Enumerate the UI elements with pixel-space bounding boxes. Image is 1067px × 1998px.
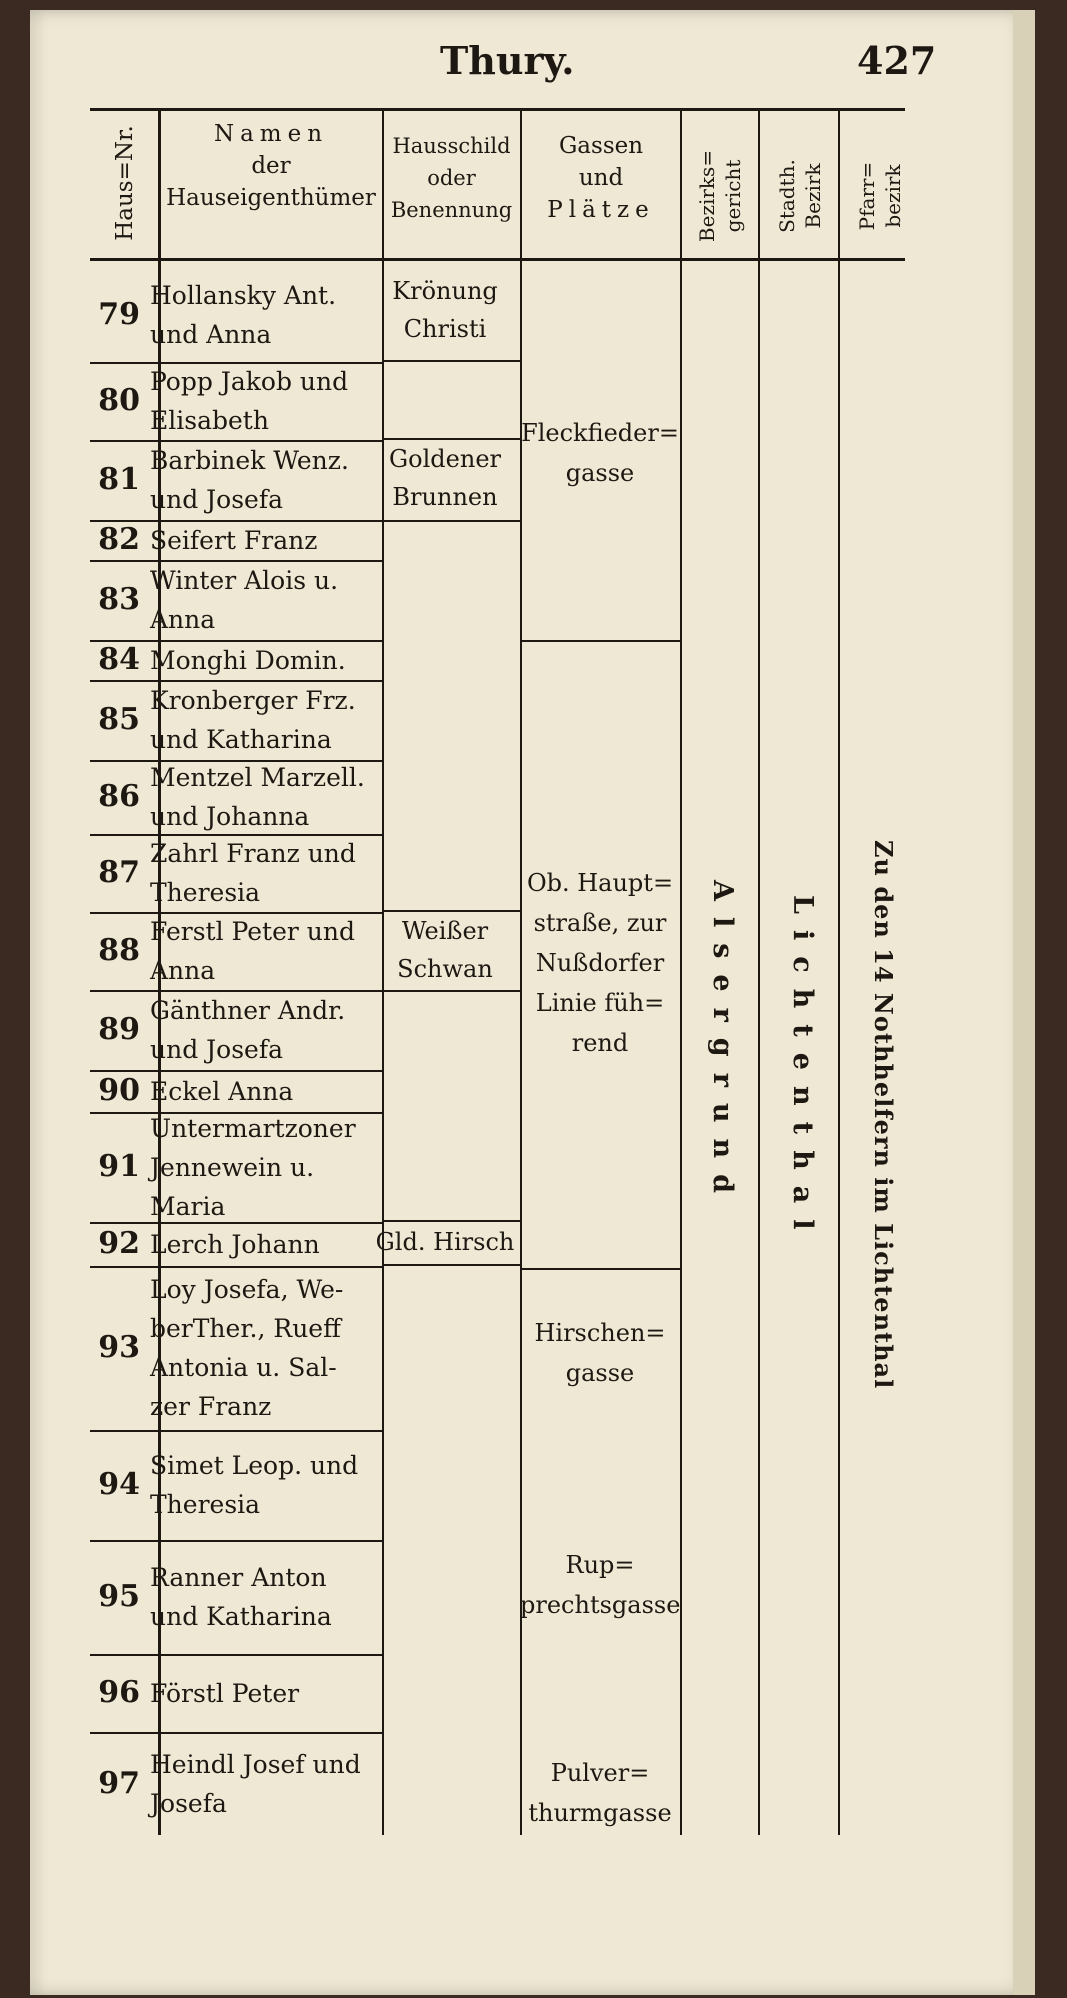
owner-name-line: Gänthner Andr.: [150, 996, 346, 1025]
column-rule: [838, 110, 840, 1835]
sign-line: Schwan: [397, 955, 493, 983]
owner-name-line: Lerch Johann: [150, 1229, 320, 1259]
owner-name: [150, 561, 380, 639]
house-number: 80: [98, 383, 140, 418]
house-number: 95: [98, 1579, 140, 1614]
owner-name-line: Popp Jakob und: [150, 367, 349, 396]
row-rule: [90, 1654, 382, 1656]
owner-name: [150, 834, 380, 912]
street-line: Rup=: [565, 1551, 635, 1579]
row-rule: [90, 362, 382, 364]
street-line: Nußdorfer: [535, 949, 665, 977]
header-namen-line: Namen: [213, 121, 329, 147]
row-rule: [90, 680, 382, 682]
header-hausschild-line: oder: [427, 166, 476, 190]
header-top-rule: [90, 108, 905, 111]
header-stadth-line: Bezirk: [801, 163, 825, 229]
sign-rule: [384, 360, 520, 362]
owner-name: [150, 1674, 380, 1713]
row-rule: [90, 1732, 382, 1734]
house-number: 91: [98, 1149, 140, 1184]
street-line: Ob. Haupt=: [526, 869, 674, 897]
page-title: Thury.: [440, 38, 575, 83]
owner-name-line: berTher., Rueff: [150, 1314, 341, 1343]
header-bezirks-line: gericht: [721, 159, 745, 233]
stadth-bezirk-value: Lichtenthal: [787, 895, 818, 1246]
sign-rule: [384, 1220, 520, 1222]
house-number: 81: [98, 462, 140, 497]
owner-name-line: Seifert Franz: [150, 525, 318, 555]
street-line: straße, zur: [533, 909, 667, 937]
owner-name-line: Elisabeth: [150, 406, 269, 435]
page-number: 427: [857, 38, 937, 83]
owner-name: [150, 1109, 380, 1226]
street-rule: [522, 640, 680, 642]
street-line: rend: [571, 1029, 629, 1057]
house-number: 97: [98, 1765, 140, 1801]
street-fleckfieder: [520, 413, 680, 493]
header-gassen-line: Plätze: [547, 197, 655, 223]
owner-name-line: Loy Josefa, We-: [150, 1275, 344, 1304]
house-number: 85: [98, 702, 140, 737]
house-sign-hirsch: [370, 1223, 520, 1261]
street-haupt: [520, 863, 680, 1063]
house-sign-brunnen: [370, 440, 520, 516]
row-rule: [90, 440, 382, 442]
sign-rule: [384, 910, 520, 912]
house-number: 87: [98, 855, 140, 890]
owner-name: [150, 1745, 380, 1823]
house-number: 90: [98, 1073, 140, 1108]
house-number: 94: [98, 1467, 140, 1502]
owner-name-line: Anna: [150, 956, 216, 985]
header-gassen-line: und: [578, 165, 624, 191]
street-rupprecht: [520, 1545, 680, 1625]
owner-name-line: Simet Leop. und: [150, 1451, 359, 1480]
owner-name-line: Hollansky Ant.: [150, 281, 337, 310]
owner-name: [150, 1270, 380, 1426]
owner-name-line: Antonia u. Sal-: [150, 1353, 337, 1382]
row-rule: [90, 834, 382, 836]
street-line: thurmgasse: [528, 1799, 672, 1827]
street-line: Fleckfieder=: [521, 419, 679, 447]
house-number: 92: [98, 1226, 140, 1261]
owner-name-line: Kronberger Frz.: [150, 686, 356, 715]
house-number: 93: [98, 1330, 140, 1365]
sign-rule: [384, 1264, 520, 1266]
owner-name-line: und Katharina: [150, 1602, 332, 1631]
header-haus-nr: Haus=Nr.: [112, 125, 138, 241]
street-line: Pulver=: [550, 1759, 650, 1787]
row-rule: [90, 1430, 382, 1432]
house-number: 79: [98, 297, 140, 332]
owner-name: [150, 1072, 380, 1111]
row-rule: [90, 1540, 382, 1542]
row-rule: [90, 520, 382, 522]
owner-name-line: Maria: [150, 1191, 226, 1221]
owner-name-line: und Josefa: [150, 1035, 284, 1064]
owner-name: [150, 1225, 380, 1264]
owner-name: [150, 1558, 380, 1636]
header-gassen-line: Gassen: [558, 133, 644, 159]
header-namen-line: Hauseigenthümer: [166, 185, 376, 211]
owner-name: [150, 521, 380, 560]
header-pfarr-line: bezirk: [881, 164, 905, 228]
owner-name: [150, 681, 380, 759]
street-line: Hirschen=: [534, 1319, 666, 1347]
owner-name: [150, 276, 380, 354]
header-namen-line: der: [251, 153, 291, 179]
header-pfarr-line: Pfarr=: [855, 161, 879, 231]
owner-name-line: Winter Alois u.: [150, 566, 339, 595]
page-edge: [1013, 10, 1035, 1995]
house-number: 88: [98, 933, 140, 968]
owner-name: [150, 991, 380, 1069]
owner-name-line: Jennewein u.: [150, 1152, 315, 1182]
pfarrbezirk-value: Zu den 14 Nothhelfern im Lichtenthal: [869, 840, 898, 1390]
owner-name-line: und Anna: [150, 320, 272, 349]
owner-name-line: Eckel Anna: [150, 1076, 294, 1106]
header-hausschild-line: Benennung: [390, 198, 513, 222]
house-number: 84: [98, 642, 140, 677]
header-bezirks-line: Bezirks=: [695, 149, 719, 243]
house-number: 83: [98, 582, 140, 617]
street-line: gasse: [565, 459, 635, 487]
owner-name: [150, 1446, 380, 1524]
owner-name-line: Heindl Josef und: [150, 1749, 361, 1779]
owner-name: [150, 758, 380, 836]
sign-line: Gld. Hirsch: [375, 1228, 515, 1256]
header-bezirksgericht: [694, 126, 746, 266]
street-line: prechtsgasse: [520, 1591, 681, 1619]
owner-name-line: und Josefa: [150, 485, 284, 514]
row-rule: [90, 990, 382, 992]
street-pulver: [520, 1753, 680, 1833]
row-rule: [90, 760, 382, 762]
column-rule: [758, 110, 760, 1835]
row-rule: [90, 640, 382, 642]
row-rule: [90, 1266, 382, 1268]
header-hausschild: [383, 130, 520, 226]
street-rule: [522, 1268, 680, 1270]
owner-name-line: Ferstl Peter und: [150, 917, 355, 946]
house-sign-schwan: [370, 912, 520, 988]
owner-name-line: Untermartzoner: [150, 1113, 356, 1143]
house-number: 96: [98, 1675, 140, 1710]
house-number: 89: [98, 1012, 140, 1047]
owner-name: [150, 641, 380, 680]
owner-name-line: und Johanna: [150, 802, 310, 831]
owner-name-line: zer Franz: [150, 1392, 272, 1421]
row-rule: [90, 912, 382, 914]
house-sign-kroenung: [370, 272, 520, 348]
owner-name: [150, 441, 380, 519]
owner-name-line: Josefa: [150, 1788, 227, 1818]
header-namen: [160, 118, 382, 214]
header-stadth-bezirk: [774, 126, 826, 266]
street-line: Linie füh=: [535, 989, 665, 1017]
owner-name-line: Theresia: [150, 1490, 261, 1519]
house-number: 82: [98, 522, 140, 557]
row-rule: [90, 1112, 382, 1114]
owner-name-line: Mentzel Marzell.: [150, 763, 365, 792]
header-gassen: [522, 130, 680, 226]
header-stadth-line: Stadth.: [775, 159, 799, 233]
sign-line: Weißer: [401, 917, 489, 945]
sign-rule: [384, 520, 520, 522]
bezirksgericht-value: Alsergrund: [707, 880, 738, 1210]
owner-name-line: Förstl Peter: [150, 1678, 300, 1708]
street-line: gasse: [565, 1359, 635, 1387]
sign-rule: [384, 438, 520, 440]
owner-name-line: Barbinek Wenz.: [150, 446, 349, 475]
owner-name-line: Theresia: [150, 878, 261, 907]
row-rule: [90, 1222, 382, 1224]
owner-name-line: und Katharina: [150, 725, 332, 754]
sign-line: Christi: [403, 315, 487, 343]
column-rule: [680, 110, 682, 1835]
owner-name: [150, 912, 380, 990]
header-pfarrbezirk: [854, 126, 906, 266]
owner-name-line: Monghi Domin.: [150, 645, 346, 675]
owner-name-line: Zahrl Franz und: [150, 839, 356, 868]
owner-name-line: Ranner Anton: [150, 1563, 327, 1592]
owner-name: [150, 362, 380, 440]
street-hirschen: [520, 1313, 680, 1393]
sign-rule: [384, 990, 520, 992]
row-rule: [90, 1070, 382, 1072]
sign-line: Goldener: [389, 445, 501, 473]
owner-name-line: Anna: [150, 605, 216, 634]
sign-line: Brunnen: [392, 483, 498, 511]
house-number: 86: [98, 779, 140, 814]
row-rule: [90, 560, 382, 562]
header-hausschild-line: Hausschild: [392, 134, 511, 158]
sign-line: Krönung: [392, 277, 498, 305]
